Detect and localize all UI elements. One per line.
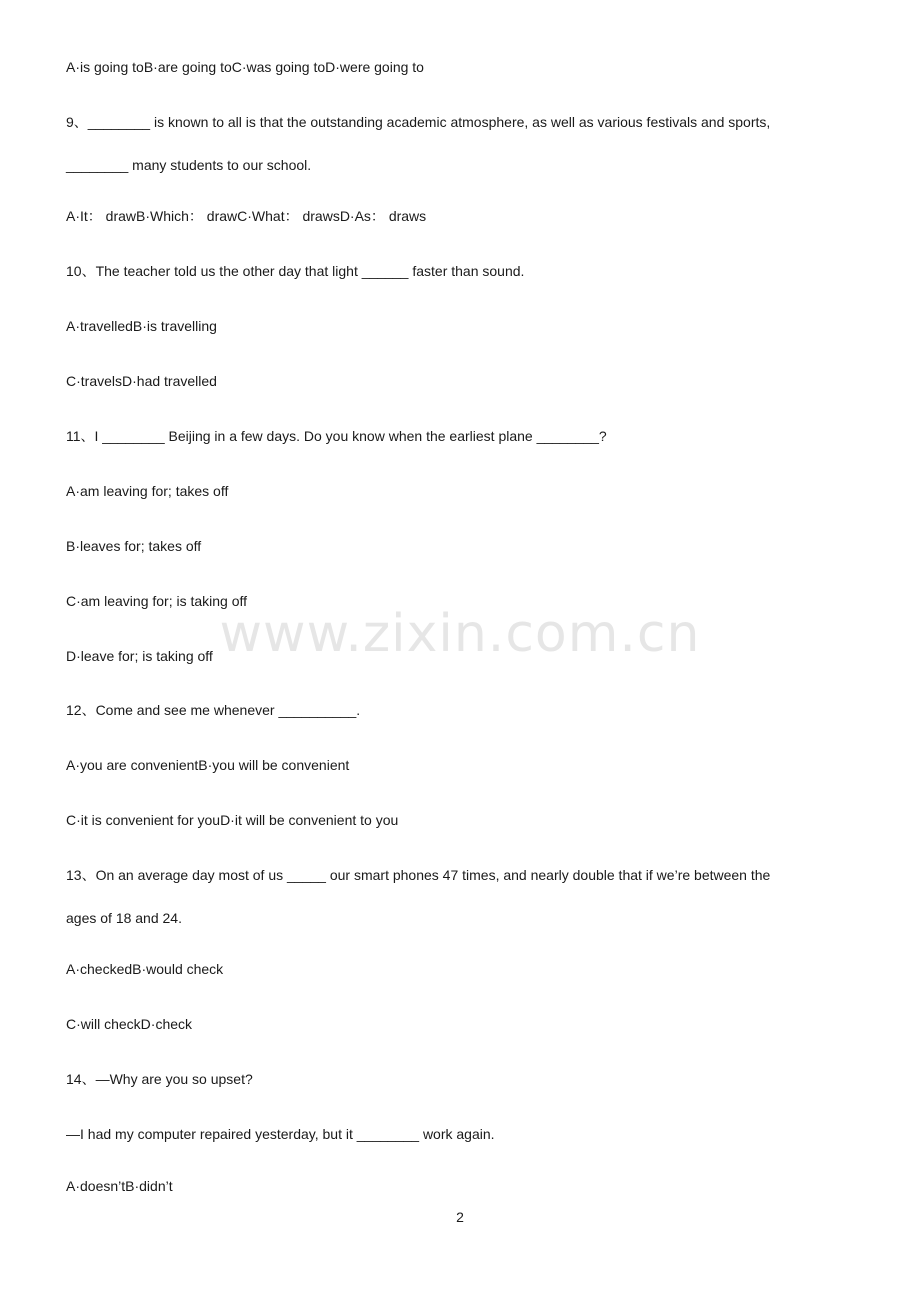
page-number: 2 — [456, 1209, 464, 1225]
q14-stem-line1: 14、—Why are you so upset? — [66, 1071, 253, 1087]
q8-options: A·is going toB·are going toC·was going toD·were going to — [66, 59, 424, 75]
q9-options: A·It： drawB·Which： drawC·What： drawsD·As： draws — [66, 208, 427, 224]
q9-stem-line1: 9、________ is known to all is that the outstanding academic atmosphere, as well as various festivals and sports, — [66, 114, 771, 130]
q11-stem: 11、I ________ Beijing in a few days. Do you know when the earliest plane ________? — [66, 428, 607, 444]
q14-options-ab: A·doesn’tB·didn’t — [66, 1178, 173, 1194]
q14-stem-line2: —I had my computer repaired yesterday, but it ________ work again. — [66, 1126, 495, 1142]
q13-stem-line2: ages of 18 and 24. — [66, 910, 182, 926]
q13-options-cd: C·will checkD·check — [66, 1016, 193, 1032]
q13-stem-line1: 13、On an average day most of us _____ our smart phones 47 times, and nearly double that if we’re between the — [66, 867, 771, 883]
watermark: www.zixin.com.cn — [219, 604, 701, 664]
q10-stem: 10、The teacher told us the other day that light ______ faster than sound. — [66, 263, 525, 279]
q12-options-ab: A·you are convenientB·you will be convenient — [66, 757, 350, 773]
q11-option-b: B·leaves for; takes off — [66, 538, 202, 554]
q12-options-cd: C·it is convenient for youD·it will be convenient to you — [66, 812, 399, 828]
q11-option-c: C·am leaving for; is taking off — [66, 593, 248, 609]
q10-options-cd: C·travelsD·had travelled — [66, 373, 217, 389]
q11-option-a: A·am leaving for; takes off — [66, 483, 229, 499]
q9-stem-line2: ________ many students to our school. — [66, 157, 312, 173]
q12-stem: 12、Come and see me whenever __________. — [66, 702, 361, 718]
q11-option-d: D·leave for; is taking off — [66, 648, 213, 664]
q13-options-ab: A·checkedB·would check — [66, 961, 224, 977]
q10-options-ab: A·travelledB·is travelling — [66, 318, 217, 334]
